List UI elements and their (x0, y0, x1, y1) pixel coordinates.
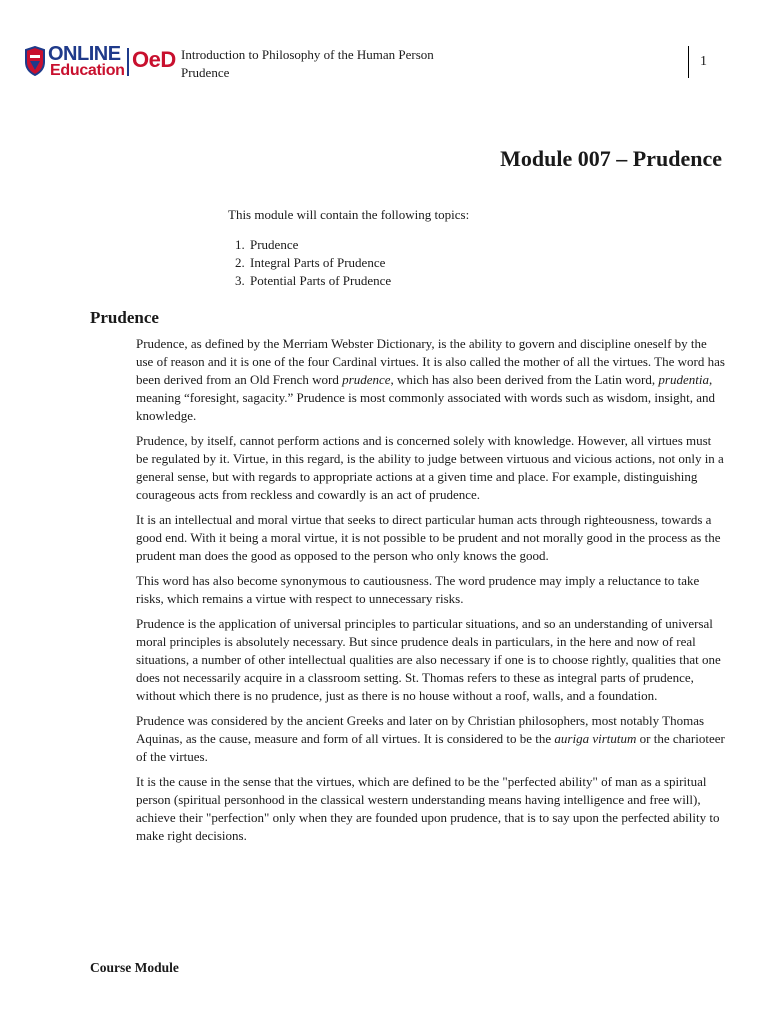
logo-divider (127, 48, 129, 76)
page-number: 1 (700, 54, 707, 69)
page-header (0, 0, 768, 100)
logo-online-text: ONLINE (48, 43, 121, 65)
text-run: , meaning “foresight, sagacity.” Prudence is most commonly associated with words such as wisdom, insight, and knowledge. (136, 372, 715, 423)
section-body (136, 335, 726, 852)
text-run: , which has also been derived from the Latin word, (390, 372, 659, 387)
course-subtitle: Prudence (181, 65, 230, 80)
topic-item: 3. Potential Parts of Prudence (248, 272, 698, 290)
text-run: Prudence, as defined by the Merriam Webster Dictionary, is the ability to govern and discipline oneself by the use of reason and it is one of the four Cardinal virtues. It is also called the mother of all the virtues. The word has been derived from an Old French word (136, 336, 725, 387)
body-paragraph (136, 511, 726, 565)
text-run: Prudence was considered by the ancient Greeks and later on by Christian philosophers, most notably Thomas Aquinas, as the cause, measure and form of all virtues. It is considered to be the (136, 713, 705, 746)
body-paragraph (136, 712, 726, 766)
shield-logo-icon (24, 46, 46, 76)
logo-education-text: Education (50, 62, 125, 79)
text-run: It is the cause in the sense that the virtues, which are defined to be the "perfected ability" of man as a spiritual person (spiritual personhood in the classical western understanding means having intelligence and free will), achieve their "perfection" only when they are founded upon prudence, that is to say upon the perfected ability to make right decisions. (136, 774, 720, 843)
topics-list (228, 236, 698, 290)
italic-term: prudence (342, 372, 391, 387)
online-education-logo (24, 44, 176, 84)
italic-term: prudentia (658, 372, 709, 387)
text-run: This word has also become synonymous to cautiousness. The word prudence may imply a reluctance to take risks, which remains a virtue with respect to unnecessary risks. (136, 573, 700, 606)
text-run: Prudence is the application of universal principles to particular situations, and so an understanding of universal moral principles is absolutely necessary. But since prudence deals in particulars, in the here and now of real situations, a number of other intellectual qualities are also necessary if one is to choose rightly, qualities that one does not necessarily acquire in a classroom setting. St. Thomas refers to these as integral parts of prudence, without which there is no prudence, just as there is no house without a roof, walls, and a foundation. (136, 616, 721, 703)
topics-list-block (228, 206, 698, 290)
body-paragraph (136, 572, 726, 608)
topic-item: 2. Integral Parts of Prudence (248, 254, 698, 272)
logo-oed-text: OeD (132, 47, 176, 72)
topic-item: 1. Prudence (248, 236, 698, 254)
body-paragraph (136, 615, 726, 705)
course-title: Introduction to Philosophy of the Human Person (181, 47, 434, 62)
page-number-divider (688, 46, 689, 78)
module-title: Module 007 – Prudence (500, 146, 722, 171)
text-run: It is an intellectual and moral virtue that seeks to direct particular human acts through righteousness, towards a good end. With it being a moral virtue, it is not possible to be prudent and not morally good in the process as the prudent man does the good as opposed to the person who only knows the good. (136, 512, 721, 563)
text-run: or the charioteer of the virtues. (136, 731, 725, 764)
section-heading: Prudence (90, 308, 159, 327)
italic-term: auriga virtutum (554, 731, 637, 746)
body-paragraph (136, 432, 726, 504)
topics-intro: This module will contain the following topics: (228, 207, 470, 222)
footer-label: Course Module (90, 960, 179, 975)
body-paragraph (136, 773, 726, 845)
body-paragraph (136, 335, 726, 425)
text-run: Prudence, by itself, cannot perform actions and is concerned solely with knowledge. However, all virtues must be regulated by it. Virtue, in this regard, is the ability to judge between virtuous and vicious actions, not only in a general sense, but with regards to appropriate actions at a given time and place. For example, distinguishing courageous acts from reckless and cowardly is an act of prudence. (136, 433, 724, 502)
